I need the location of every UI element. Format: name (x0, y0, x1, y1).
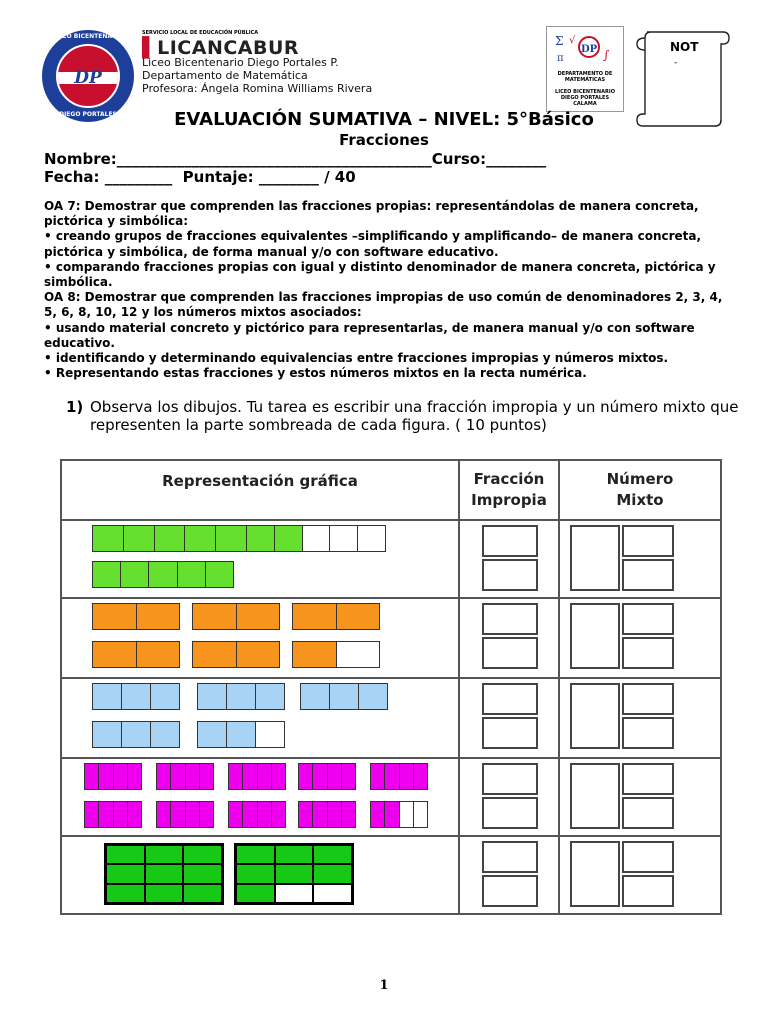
shaded-part (184, 885, 221, 902)
page-number: 1 (379, 978, 389, 993)
shaded-part (227, 722, 256, 747)
mixed-numerator-box[interactable] (622, 763, 674, 795)
mixed-denominator-box[interactable] (622, 875, 674, 907)
shaded-part (124, 526, 155, 551)
fraction-strip (156, 763, 214, 790)
fraction-strip (84, 801, 142, 828)
question-text: Observa los dibujos. Tu tarea es escribir una fracción impropia y un número mixto que representen la parte sombreada de cada figura. ( 10 puntos) (90, 398, 739, 434)
shaded-part (99, 764, 113, 789)
mixed-denominator-box[interactable] (622, 637, 674, 669)
shaded-part (328, 802, 342, 827)
shaded-part (157, 764, 171, 789)
fraction-strip (228, 801, 286, 828)
improper-numerator-box[interactable] (482, 603, 538, 635)
mixed-whole-box[interactable] (570, 683, 620, 749)
shaded-part (171, 802, 185, 827)
shaded-part (276, 846, 313, 863)
school-name: Liceo Bicentenario Diego Portales P. (142, 56, 339, 69)
shaded-part (237, 865, 274, 882)
improper-denominator-box[interactable] (482, 637, 538, 669)
improper-denominator-box[interactable] (482, 797, 538, 829)
shaded-part (107, 846, 144, 863)
mixed-denominator-box[interactable] (622, 797, 674, 829)
empty-part (330, 526, 358, 551)
shaded-part (157, 802, 171, 827)
shaded-part (314, 846, 351, 863)
fraction-strip (370, 801, 428, 828)
seal-text-top: LICEO BICENTENARIO (52, 33, 124, 40)
math-symbols-icon (551, 31, 619, 65)
shaded-part (330, 684, 359, 709)
shaded-part (385, 802, 399, 827)
dept-logo-title: DEPARTAMENTO DE MATEMÁTICAS (557, 71, 613, 83)
shaded-part (122, 722, 151, 747)
shaded-part (227, 684, 256, 709)
fraction-strip (84, 763, 142, 790)
empty-part (400, 802, 414, 827)
shaded-part (293, 642, 337, 667)
shaded-part (229, 764, 243, 789)
shaded-part (128, 802, 141, 827)
shaded-part (247, 526, 275, 551)
grade-label-text: NOT (670, 40, 699, 54)
empty-part (256, 722, 284, 747)
shaded-part (342, 802, 355, 827)
objective-line: • identificando y determinando equivalencias entre fracciones impropias y números mixtos. (44, 351, 669, 366)
improper-numerator-box[interactable] (482, 763, 538, 795)
shaded-part (337, 604, 380, 629)
mixed-numerator-box[interactable] (622, 683, 674, 715)
shaded-part (114, 764, 128, 789)
seal-text-bottom: DIEGO PORTALES (59, 111, 117, 118)
page-subtitle: Fracciones (339, 131, 429, 149)
question-number: 1) (66, 398, 84, 416)
shaded-part (385, 764, 399, 789)
fraction-strip (92, 721, 180, 748)
mixed-whole-box[interactable] (570, 525, 620, 591)
shaded-part (146, 846, 183, 863)
shaded-part (237, 885, 274, 902)
fraction-strip (92, 641, 180, 668)
fraction-strip (292, 603, 380, 630)
brand-name: LICANCABUR (157, 37, 300, 59)
svg-text:DP: DP (581, 44, 598, 55)
shaded-part (313, 802, 327, 827)
shaded-part (93, 562, 121, 587)
improper-denominator-box[interactable] (482, 559, 538, 591)
shaded-part (237, 604, 280, 629)
service-label: SERVICIO LOCAL DE EDUCACIÓN PÚBLICA (142, 30, 259, 36)
shaded-part (299, 802, 313, 827)
page-title: EVALUACIÓN SUMATIVA – NIVEL: 5°Básico (174, 109, 594, 130)
fraction-strip (92, 603, 180, 630)
header-mixed-a: Número (606, 470, 674, 488)
shaded-part (243, 764, 257, 789)
shaded-part (276, 865, 313, 882)
objective-line: OA 7: Demostrar que comprenden las fracciones propias: representándolas de manera concreta, pictórica y simbólica: (44, 199, 699, 229)
mixed-whole-box[interactable] (570, 841, 620, 907)
shaded-part (198, 722, 227, 747)
brand-logo: ▌LICANCABUR (142, 37, 300, 59)
shaded-part (93, 684, 122, 709)
empty-part (414, 802, 427, 827)
shaded-part (243, 802, 257, 827)
empty-part (337, 642, 380, 667)
fraction-strip (92, 683, 180, 710)
grade-dash: - (674, 58, 678, 68)
shaded-part (114, 802, 128, 827)
header-graphic-representation: Representación gráfica (162, 472, 358, 490)
shaded-part (146, 885, 183, 902)
shaded-part (85, 802, 99, 827)
svg-text:√: √ (569, 35, 576, 46)
shaded-part (301, 684, 330, 709)
shaded-part (314, 865, 351, 882)
shaded-part (200, 802, 213, 827)
shaded-part (186, 764, 200, 789)
empty-part (276, 885, 313, 902)
improper-numerator-box[interactable] (482, 683, 538, 715)
fraction-strip (228, 763, 286, 790)
fraction-grid (234, 843, 354, 905)
objective-line: • creando grupos de fracciones equivalentes –simplificando y amplificando– de manera concreta, pictórica y simbólica, de forma manual y/o con software educativo. (44, 229, 702, 259)
fraction-grid (104, 843, 224, 905)
fraction-strip (292, 641, 380, 668)
shaded-part (178, 562, 206, 587)
shaded-part (198, 684, 227, 709)
shaded-part (342, 764, 355, 789)
shaded-part (149, 562, 177, 587)
shaded-part (229, 802, 243, 827)
fraction-strip (300, 683, 388, 710)
shaded-part (107, 885, 144, 902)
header-improper-b: Impropia (471, 491, 547, 509)
shaded-part (151, 722, 179, 747)
shaded-part (359, 684, 387, 709)
shaded-part (122, 684, 151, 709)
fraction-strip (197, 721, 285, 748)
name-course-line: Nombre:__________________________________________Curso:________ (44, 150, 547, 168)
fraction-strip (298, 801, 356, 828)
shaded-part (258, 802, 272, 827)
mixed-whole-box[interactable] (570, 603, 620, 669)
empty-part (358, 526, 385, 551)
objective-line: • Representando estas fracciones y estos números mixtos en la recta numérica. (44, 366, 587, 381)
fraction-strip (92, 561, 234, 588)
shaded-part (206, 562, 233, 587)
shaded-part (137, 642, 180, 667)
shaded-part (275, 526, 303, 551)
shaded-part (85, 764, 99, 789)
objective-line: • usando material concreto y pictórico para representarlas, de manera manual y/o con software educativo. (44, 320, 695, 350)
improper-denominator-box[interactable] (482, 875, 538, 907)
header-mixed-b: Mixto (616, 491, 664, 509)
dept-logo-sub: LICEO BICENTENARIO DIEGO PORTALES CALAMA (555, 89, 615, 107)
shaded-part (328, 764, 342, 789)
shaded-part (272, 802, 285, 827)
shaded-part (193, 604, 237, 629)
fraction-strip (197, 683, 285, 710)
fraction-strip (370, 763, 428, 790)
objective-line: • comparando fracciones propias con igual y distinto denominador de manera concreta, pictórica y simbólica. (44, 259, 716, 290)
shaded-part (256, 684, 284, 709)
fraction-strip (298, 763, 356, 790)
mixed-denominator-box[interactable] (622, 717, 674, 749)
shaded-part (93, 722, 122, 747)
shaded-part (107, 865, 144, 882)
fraction-strip (192, 603, 280, 630)
svg-text:π: π (557, 53, 564, 64)
department-name: Departamento de Matemática (142, 69, 308, 82)
fractions-table (60, 459, 722, 915)
teacher-name: Profesora: Ángela Romina Williams Rivera (142, 82, 373, 95)
mixed-whole-box[interactable] (570, 763, 620, 829)
shaded-part (151, 684, 179, 709)
shaded-part (186, 802, 200, 827)
date-score-line: Fecha: _________ Puntaje: ________ / 40 (44, 168, 356, 186)
mixed-numerator-box[interactable] (622, 525, 674, 557)
shaded-part (93, 604, 137, 629)
improper-numerator-box[interactable] (482, 841, 538, 873)
svg-text:∫: ∫ (603, 48, 610, 62)
fraction-strip (92, 525, 247, 552)
svg-text:Σ: Σ (555, 34, 564, 48)
shaded-part (237, 846, 274, 863)
shaded-part (155, 526, 186, 551)
empty-part (303, 526, 331, 551)
shaded-part (171, 764, 185, 789)
shaded-part (293, 604, 337, 629)
shaded-part (146, 865, 183, 882)
shaded-part (414, 764, 427, 789)
shaded-part (128, 764, 141, 789)
shaded-part (184, 865, 221, 882)
shaded-part (99, 802, 113, 827)
learning-objectives (44, 199, 724, 381)
math-department-logo (546, 26, 624, 112)
mixed-numerator-box[interactable] (622, 603, 674, 635)
fraction-strip (246, 525, 386, 552)
empty-part (314, 885, 351, 902)
objective-line: OA 8: Demostrar que comprenden las fracciones impropias de uso común de denominadores 2, 3, 4, 5, 6, 8, 10, 12 y los números mixtos asociados: (44, 290, 723, 320)
shaded-part (258, 764, 272, 789)
shaded-part (193, 642, 237, 667)
shaded-part (184, 846, 221, 863)
improper-numerator-box[interactable] (482, 525, 538, 557)
shaded-part (121, 562, 149, 587)
shaded-part (137, 604, 180, 629)
shaded-part (272, 764, 285, 789)
improper-denominator-box[interactable] (482, 717, 538, 749)
shaded-part (185, 526, 216, 551)
shaded-part (299, 764, 313, 789)
fraction-strip (156, 801, 214, 828)
shaded-part (93, 526, 124, 551)
header-improper-a: Fracción (473, 470, 545, 488)
fraction-strip (192, 641, 280, 668)
shaded-part (371, 802, 385, 827)
mixed-numerator-box[interactable] (622, 841, 674, 873)
seal-letters: DP (74, 68, 102, 88)
grade-label (670, 40, 698, 68)
shaded-part (237, 642, 280, 667)
mixed-denominator-box[interactable] (622, 559, 674, 591)
shaded-part (313, 764, 327, 789)
shaded-part (93, 642, 137, 667)
shaded-part (400, 764, 414, 789)
shaded-part (200, 764, 213, 789)
shaded-part (216, 526, 246, 551)
shaded-part (371, 764, 385, 789)
